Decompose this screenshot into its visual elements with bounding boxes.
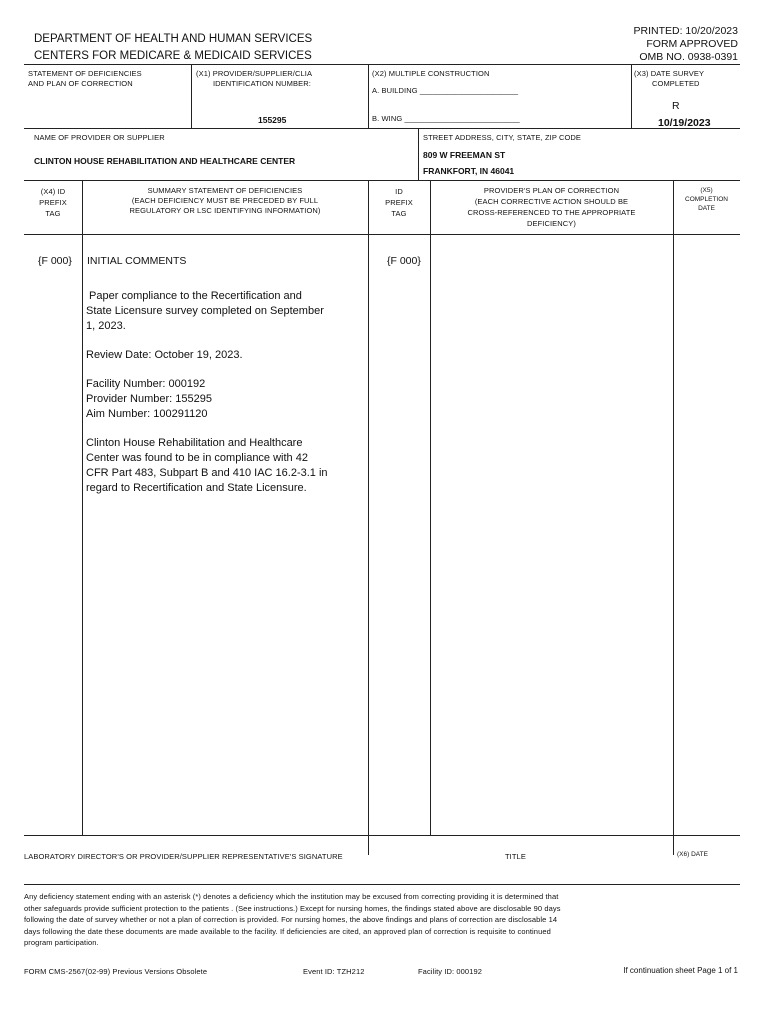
- street-address: 809 W FREEMAN ST: [423, 150, 506, 160]
- plan-label-2: (EACH CORRECTIVE ACTION SHOULD BE: [474, 197, 629, 206]
- address-label: STREET ADDRESS, CITY, STATE, ZIP CODE: [423, 133, 582, 142]
- signature-top: [24, 835, 740, 836]
- disclaimer-line5: program participation.: [24, 938, 99, 947]
- paragraph-1: [86, 289, 364, 334]
- x4-label-3: TAG: [45, 209, 61, 218]
- form-approved: FORM APPROVED: [646, 38, 738, 50]
- disclaimer-line2: other safeguards provide sufficient protection to the patients . (See instructions.) Except for nursing homes, the findings stated above are disclosable 90 days: [24, 903, 561, 913]
- statement-label-1: STATEMENT OF DEFICIENCIES: [28, 69, 142, 78]
- x5-label-3: DATE: [698, 205, 715, 212]
- x2-label: (X2) MULTIPLE CONSTRUCTION: [372, 69, 490, 78]
- x3-label-1: (X3) DATE SURVEY: [634, 69, 705, 78]
- p1-line2: State Licensure survey completed on September: [86, 305, 324, 317]
- title-label: TITLE: [505, 852, 526, 861]
- p3-line2: Provider Number: 155295: [86, 393, 212, 405]
- col-divider-2: [368, 180, 369, 855]
- disclaimer-line1: Any deficiency statement ending with an asterisk (*) denotes a deficiency which the institution may be excused from correcting providing it is determined that: [24, 892, 559, 901]
- plan-label-1: PROVIDER'S PLAN OF CORRECTION: [483, 186, 620, 195]
- x6-date-label: (X6) DATE: [677, 851, 708, 858]
- agency-name-line1: DEPARTMENT OF HEALTH AND HUMAN SERVICES: [34, 33, 313, 45]
- wing-label: B. WING ___________________________: [372, 114, 520, 123]
- p1-line1: Paper compliance to the Recertification and: [86, 290, 302, 302]
- city-state-zip: FRANKFORT, IN 46041: [423, 166, 515, 176]
- signature-bottom: [24, 884, 740, 885]
- p4-line1: Clinton House Rehabilitation and Healthcare: [86, 437, 303, 449]
- form-number: FORM CMS-2567(02-99) Previous Versions Obsolete: [24, 967, 208, 976]
- divider-provider-address: [418, 128, 419, 180]
- paragraph-3: [86, 377, 364, 422]
- paragraph-2: [86, 348, 364, 363]
- p1-line3: 1, 2023.: [86, 320, 126, 332]
- x1-label-2: IDENTIFICATION NUMBER:: [213, 79, 311, 88]
- provider-name-label: NAME OF PROVIDER OR SUPPLIER: [34, 133, 165, 142]
- x4-label-1: (X4) ID: [40, 187, 66, 196]
- col-divider-1: [82, 180, 83, 835]
- x3-code: R: [672, 100, 680, 112]
- tag-right: {F 000}: [387, 255, 421, 267]
- p3-line1: Facility Number: 000192: [86, 378, 206, 390]
- signature-label: LABORATORY DIRECTOR'S OR PROVIDER/SUPPLIER REPRESENTATIVE'S SIGNATURE: [24, 852, 343, 861]
- p4-line4: regard to Recertification and State Licensure.: [86, 482, 307, 494]
- paragraph-4: [86, 436, 364, 496]
- p3-line3: Aim Number: 100291120: [86, 408, 208, 420]
- x4-label-2: PREFIX: [39, 198, 67, 207]
- disclaimer-line4: days following the date these documents are made available to the facility. If deficiencies are cited, an approved plan of correction is requisite to continued: [24, 926, 551, 936]
- x5-label-2: COMPLETION: [685, 196, 728, 203]
- disclaimer-line3: following the date of survey whether or not a plan of correction is provided. For nursing homes, the above findings and plans of correction are disclosable 14: [24, 915, 558, 924]
- x5-label-1: (X5): [700, 187, 713, 194]
- statement-label-2: AND PLAN OF CORRECTION: [28, 79, 133, 88]
- facility-id: Facility ID: 000192: [418, 967, 483, 976]
- p4-line2: Center was found to be in compliance with 42: [86, 452, 308, 464]
- printed-date: PRINTED: 10/20/2023: [633, 25, 738, 37]
- survey-date: 10/19/2023: [658, 117, 711, 129]
- divider-x2: [368, 64, 369, 128]
- omb-number: OMB NO. 0938-0391: [639, 51, 738, 63]
- divider-x3: [631, 64, 632, 128]
- x1-label-1: (X1) PROVIDER/SUPPLIER/CLIA: [196, 69, 313, 78]
- provider-name: CLINTON HOUSE REHABILITATION AND HEALTHCARE CENTER: [34, 156, 296, 166]
- top-border: [24, 64, 740, 65]
- tag-left: {F 000}: [38, 255, 72, 267]
- p4-line3: CFR Part 483, Subpart B and 410 IAC 16.2-3.1 in: [86, 467, 328, 479]
- summary-label-2: (EACH DEFICIENCY MUST BE PRECEDED BY FULL: [131, 196, 319, 205]
- comments-body: [86, 289, 364, 510]
- top-box-bottom-left: [24, 128, 368, 129]
- provider-box-bottom: [24, 180, 740, 181]
- provider-id: 155295: [258, 115, 287, 125]
- summary-label-3: REGULATORY OR LSC IDENTIFYING INFORMATION): [129, 206, 321, 215]
- col-divider-3: [430, 180, 431, 835]
- summary-label-1: SUMMARY STATEMENT OF DEFICIENCIES: [147, 186, 303, 195]
- section-heading: INITIAL COMMENTS: [87, 255, 187, 267]
- column-header-bottom: [24, 234, 740, 235]
- event-id: Event ID: TZH212: [303, 967, 365, 976]
- id-label-3: TAG: [391, 209, 407, 218]
- col-divider-4: [673, 180, 674, 855]
- building-label: A. BUILDING _______________________: [372, 86, 519, 95]
- p2-line1: Review Date: October 19, 2023.: [86, 349, 243, 361]
- id-label-1: ID: [395, 187, 403, 196]
- agency-name-line2: CENTERS FOR MEDICARE & MEDICAID SERVICES: [34, 50, 312, 62]
- x3-label-2: COMPLETED: [652, 79, 700, 88]
- divider-x1: [191, 64, 192, 128]
- disclaimer: [24, 891, 561, 949]
- plan-label-4: DEFICIENCY): [526, 219, 577, 228]
- plan-label-3: CROSS-REFERENCED TO THE APPROPRIATE: [467, 208, 636, 217]
- page-indicator: If continuation sheet Page 1 of 1: [623, 966, 738, 975]
- id-label-2: PREFIX: [385, 198, 413, 207]
